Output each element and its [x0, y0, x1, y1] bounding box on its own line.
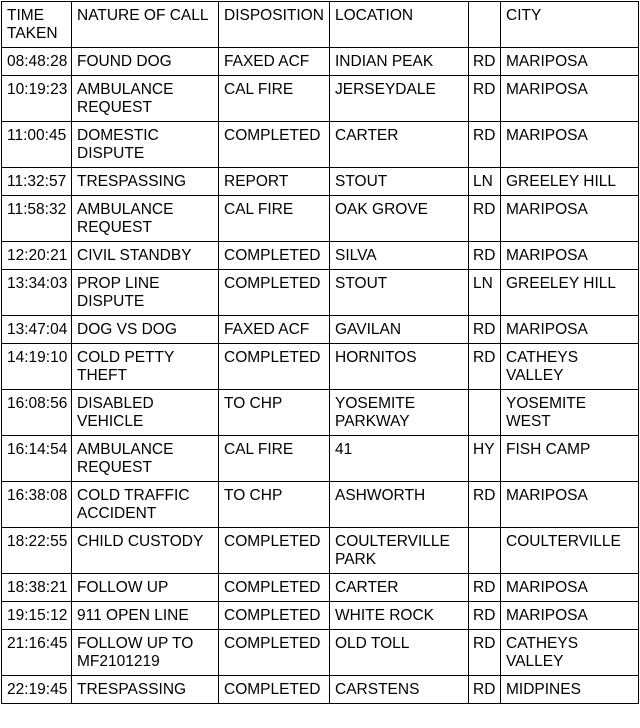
- cell-street-suffix: RD: [469, 602, 501, 630]
- cell-time-taken: 08:48:28: [2, 48, 72, 76]
- cell-time-taken: 13:34:03: [2, 270, 72, 316]
- cell-city: MARIPOSA: [501, 242, 639, 270]
- table-row: [2, 48, 639, 76]
- cell-location: WHITE ROCK: [330, 602, 469, 630]
- cell-street-suffix: RD: [469, 344, 501, 390]
- cell-disposition: COMPLETED: [219, 602, 330, 630]
- cell-disposition: COMPLETED: [219, 270, 330, 316]
- cell-time-taken: 11:00:45: [2, 122, 72, 168]
- cell-time-taken: 21:16:45: [2, 630, 72, 676]
- table-row: [2, 270, 639, 316]
- cell-location: STOUT: [330, 270, 469, 316]
- cell-nature-of-call: AMBULANCE REQUEST: [72, 196, 219, 242]
- cell-nature-of-call: CIVIL STANDBY: [72, 242, 219, 270]
- table-row: [2, 168, 639, 196]
- cell-disposition: FAXED ACF: [219, 316, 330, 344]
- cell-street-suffix: [469, 528, 501, 574]
- cell-nature-of-call: TRESPASSING: [72, 676, 219, 704]
- cell-city: MARIPOSA: [501, 602, 639, 630]
- cell-street-suffix: LN: [469, 168, 501, 196]
- cell-nature-of-call: COLD PETTY THEFT: [72, 344, 219, 390]
- cell-time-taken: 10:19:23: [2, 76, 72, 122]
- cell-location: HORNITOS: [330, 344, 469, 390]
- cell-location: OAK GROVE: [330, 196, 469, 242]
- cell-location: YOSEMITE PARKWAY: [330, 390, 469, 436]
- cell-disposition: COMPLETED: [219, 528, 330, 574]
- cell-city: MARIPOSA: [501, 76, 639, 122]
- cell-time-taken: 22:19:45: [2, 676, 72, 704]
- cell-location: STOUT: [330, 168, 469, 196]
- cell-street-suffix: RD: [469, 196, 501, 242]
- cell-nature-of-call: CHILD CUSTODY: [72, 528, 219, 574]
- cell-location: SILVA: [330, 242, 469, 270]
- cell-city: CATHEYS VALLEY: [501, 630, 639, 676]
- cell-disposition: CAL FIRE: [219, 196, 330, 242]
- cell-street-suffix: LN: [469, 270, 501, 316]
- cell-city: MARIPOSA: [501, 574, 639, 602]
- call-log-table: [1, 1, 639, 704]
- cell-nature-of-call: FOLLOW UP TO MF2101219: [72, 630, 219, 676]
- table-row: [2, 482, 639, 528]
- cell-disposition: COMPLETED: [219, 676, 330, 704]
- cell-time-taken: 18:22:55: [2, 528, 72, 574]
- header-city: CITY: [501, 2, 639, 48]
- table-row: [2, 630, 639, 676]
- cell-street-suffix: RD: [469, 676, 501, 704]
- cell-location: CARTER: [330, 574, 469, 602]
- cell-nature-of-call: 911 OPEN LINE: [72, 602, 219, 630]
- cell-disposition: COMPLETED: [219, 574, 330, 602]
- table-row: [2, 122, 639, 168]
- table-row: [2, 316, 639, 344]
- cell-city: MARIPOSA: [501, 196, 639, 242]
- table-row: [2, 676, 639, 704]
- cell-nature-of-call: FOUND DOG: [72, 48, 219, 76]
- cell-street-suffix: RD: [469, 242, 501, 270]
- cell-location: CARSTENS: [330, 676, 469, 704]
- table-row: [2, 76, 639, 122]
- cell-city: MARIPOSA: [501, 482, 639, 528]
- table-row: [2, 574, 639, 602]
- cell-location: COULTERVILLE PARK: [330, 528, 469, 574]
- table-row: [2, 436, 639, 482]
- header-street-suffix: [469, 2, 501, 48]
- cell-street-suffix: RD: [469, 48, 501, 76]
- cell-time-taken: 16:08:56: [2, 390, 72, 436]
- cell-city: FISH CAMP: [501, 436, 639, 482]
- cell-city: MARIPOSA: [501, 316, 639, 344]
- cell-nature-of-call: COLD TRAFFIC ACCIDENT: [72, 482, 219, 528]
- cell-time-taken: 14:19:10: [2, 344, 72, 390]
- table-row: [2, 344, 639, 390]
- cell-time-taken: 12:20:21: [2, 242, 72, 270]
- cell-disposition: CAL FIRE: [219, 76, 330, 122]
- cell-time-taken: 13:47:04: [2, 316, 72, 344]
- cell-nature-of-call: DISABLED VEHICLE: [72, 390, 219, 436]
- cell-city: MIDPINES: [501, 676, 639, 704]
- cell-street-suffix: RD: [469, 630, 501, 676]
- header-row: [2, 2, 639, 48]
- cell-nature-of-call: TRESPASSING: [72, 168, 219, 196]
- header-location: LOCATION: [330, 2, 469, 48]
- cell-disposition: COMPLETED: [219, 242, 330, 270]
- cell-nature-of-call: AMBULANCE REQUEST: [72, 436, 219, 482]
- cell-time-taken: 18:38:21: [2, 574, 72, 602]
- header-disposition: DISPOSITION: [219, 2, 330, 48]
- cell-street-suffix: RD: [469, 122, 501, 168]
- cell-location: GAVILAN: [330, 316, 469, 344]
- cell-nature-of-call: DOMESTIC DISPUTE: [72, 122, 219, 168]
- cell-disposition: COMPLETED: [219, 122, 330, 168]
- cell-disposition: TO CHP: [219, 482, 330, 528]
- cell-time-taken: 11:58:32: [2, 196, 72, 242]
- cell-street-suffix: RD: [469, 76, 501, 122]
- table-header: [2, 2, 639, 48]
- cell-street-suffix: RD: [469, 316, 501, 344]
- cell-city: GREELEY HILL: [501, 168, 639, 196]
- table-row: [2, 390, 639, 436]
- table-row: [2, 196, 639, 242]
- cell-city: YOSEMITE WEST: [501, 390, 639, 436]
- cell-city: COULTERVILLE: [501, 528, 639, 574]
- cell-time-taken: 19:15:12: [2, 602, 72, 630]
- cell-disposition: CAL FIRE: [219, 436, 330, 482]
- cell-street-suffix: RD: [469, 574, 501, 602]
- cell-disposition: COMPLETED: [219, 344, 330, 390]
- cell-city: CATHEYS VALLEY: [501, 344, 639, 390]
- cell-time-taken: 16:38:08: [2, 482, 72, 528]
- cell-nature-of-call: AMBULANCE REQUEST: [72, 76, 219, 122]
- table-row: [2, 602, 639, 630]
- header-time-taken: TIME TAKEN: [2, 2, 72, 48]
- cell-time-taken: 11:32:57: [2, 168, 72, 196]
- cell-city: MARIPOSA: [501, 48, 639, 76]
- cell-street-suffix: RD: [469, 482, 501, 528]
- cell-location: INDIAN PEAK: [330, 48, 469, 76]
- cell-street-suffix: HY: [469, 436, 501, 482]
- cell-street-suffix: [469, 390, 501, 436]
- cell-disposition: COMPLETED: [219, 630, 330, 676]
- cell-city: GREELEY HILL: [501, 270, 639, 316]
- table-row: [2, 242, 639, 270]
- cell-disposition: TO CHP: [219, 390, 330, 436]
- header-nature-of-call: NATURE OF CALL: [72, 2, 219, 48]
- cell-nature-of-call: DOG VS DOG: [72, 316, 219, 344]
- cell-location: CARTER: [330, 122, 469, 168]
- cell-location: OLD TOLL: [330, 630, 469, 676]
- cell-location: 41: [330, 436, 469, 482]
- cell-location: JERSEYDALE: [330, 76, 469, 122]
- table-body: [2, 48, 639, 704]
- cell-nature-of-call: PROP LINE DISPUTE: [72, 270, 219, 316]
- cell-disposition: REPORT: [219, 168, 330, 196]
- cell-nature-of-call: FOLLOW UP: [72, 574, 219, 602]
- cell-time-taken: 16:14:54: [2, 436, 72, 482]
- table-row: [2, 528, 639, 574]
- cell-city: MARIPOSA: [501, 122, 639, 168]
- cell-disposition: FAXED ACF: [219, 48, 330, 76]
- cell-location: ASHWORTH: [330, 482, 469, 528]
